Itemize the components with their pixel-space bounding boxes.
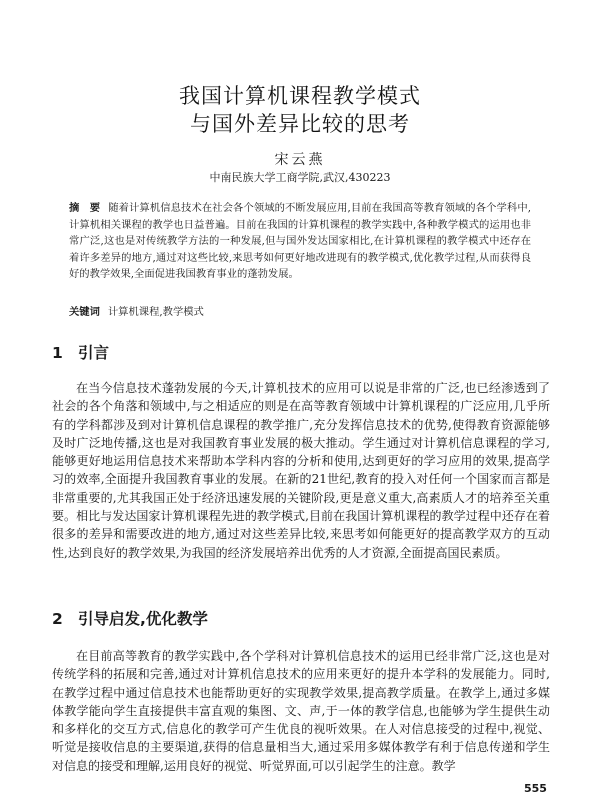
abstract-text: 随着计算机信息技术在社会各个领域的不断发展应用,目前在我国高等教育领域的各个学科中,计算机相关课程的教学也日益普遍。目前在我国的计算机课程的教学实践中,各种教学模式的运用也非常广泛,这也是对传统教学方法的一种发展,但与国外发达国家相比,在计算机课程的教学模式中还存在着许多差异的地方,通过对这些比较,来思考如何更好地改进现有的教学模式,优化教学过程,从而获得良好的教学效果,全面促进我国教育事业的蓬勃发展。 <box>69 202 532 281</box>
keywords-label: 关键词 <box>69 306 100 318</box>
section-title-1: 引言 <box>78 344 110 362</box>
abstract <box>69 200 531 283</box>
section-body-2: 在目前高等教育的教学实践中,各个学科对计算机信息技术的运用已经非常广泛,这也是对传统学科的拓展和完善,通过对计算机信息技术的应用来更好的提升本学科的发展能力。同时,在教学过程中通过信息技术也能帮助更好的实现教学效果,提高教学质量。在教学上,通过多媒体教学能向学生直接提供丰富直观的集图、文、声,于一体的教学信息,也能够为学生提供生动和多样化的交互方式,信息化的教学可产生优良的视听效果。在人对信息接受的过程中,视觉、听觉是接收信息的主要渠道,获得的信息量相当大,通过采用多媒体教学有利于信息传递和学生对信息的接受和理解,运用良好的视觉、听觉界面,可以引起学生的注意。教学 <box>52 649 550 773</box>
section-heading-2 <box>52 607 208 629</box>
keywords <box>69 303 531 318</box>
section-heading-1 <box>52 341 109 363</box>
paper-title-line-1: 我国计算机课程教学模式 <box>179 84 421 108</box>
section-number-2: 2 <box>52 610 63 628</box>
author-name: 宋云燕 <box>274 152 326 168</box>
section-title-2: 引导启发,优化教学 <box>78 610 208 628</box>
page-number: 555 <box>524 782 547 795</box>
section-body-1: 在当今信息技术蓬勃发展的今天,计算机技术的应用可以说是非常的广泛,也已经渗透到了社会的各个角落和领域中,与之相适应的则是在高等教育领域中计算机课程的广泛应用,几乎所有的学科都涉及到对计算机信息课程的教学推广,充分发挥信息技术的优势,使得教育资源能够及时广泛地传播,这也是对我国教育事业发展的极大推动。学生通过对计算机信息课程的学习,能够更好地运用信息技术来帮助本学科内容的分析和使用,达到更好的学习应用的效果,提高学习的效率,全面提升我国教育事业的发展。在新的21世纪,教育的投入对任何一个国家而言都是非常重要的,尤其我国正处于经济迅速发展的关键阶段,更是意义重大,高素质人才的培养至关重要。相比与发达国家计算机课程先进的教学模式,目前在我国计算机课程的教学过程中还存在着很多的差异和需要改进的地方,通过对这些差异比较,来思考如何能更好的提高教学双方的互动性,达到良好的教学效果,为我国的经济发展培养出优秀的人才资源,全面提高国民素质。 <box>52 381 550 560</box>
section-number-1: 1 <box>52 344 63 362</box>
author-affiliation: 中南民族大学工商学院,武汉,430223 <box>209 171 391 184</box>
paper-title-line-2: 与国外差异比较的思考 <box>190 112 410 136</box>
keywords-text: 计算机课程,教学模式 <box>107 306 204 318</box>
abstract-label: 摘 要 <box>69 202 101 214</box>
